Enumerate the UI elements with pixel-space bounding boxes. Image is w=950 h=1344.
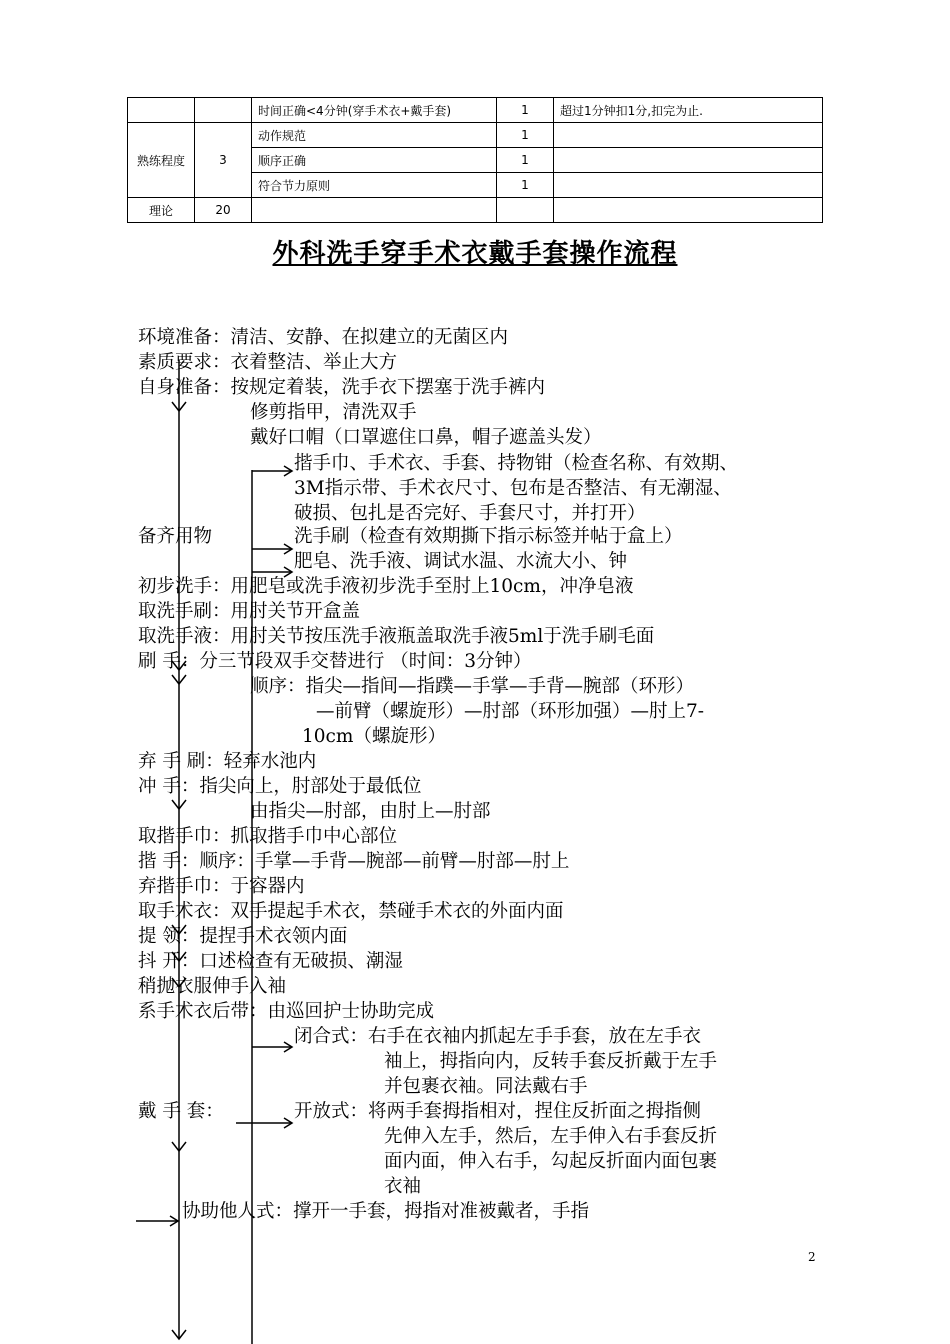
flow-step: 自身准备：按规定着装，洗手衣下摆塞于洗手裤内 — [138, 377, 546, 398]
flow-step: 备齐用物 — [138, 526, 213, 547]
table-cell: 1 — [497, 98, 554, 123]
page-title: 外科洗手穿手术衣戴手套操作流程 — [272, 239, 678, 269]
flow-step: 闭合式：右手在衣袖内抓起左手手套，放在左手衣 — [294, 1026, 702, 1047]
flow-step: 面内面，伸入右手，勾起反折面内面包裹 — [384, 1151, 718, 1172]
table-cell: 熟练程度 — [128, 123, 195, 198]
flow-step: 取手术衣：双手提起手术衣，禁碰手术衣的外面内面 — [138, 901, 564, 922]
flow-step: 取洗手刷：用肘关节开盒盖 — [138, 601, 361, 622]
flow-step: 抖 开：口述检查有无破损、潮湿 — [138, 951, 403, 972]
page-number: 2 — [808, 1250, 816, 1264]
flow-step: —前臂（螺旋形）—肘部（环形加强）—肘上7- — [316, 701, 705, 722]
flow-step: 揩 手：顺序：手掌—手背—腕部—前臂—肘部—肘上 — [138, 851, 570, 872]
flow-step: 取揩手巾：抓取揩手巾中心部位 — [138, 826, 398, 847]
flow-step: 修剪指甲，清洗双手 — [250, 402, 417, 423]
flow-step: 洗手刷（检查有效期撕下指示标签并帖于盒上） — [294, 526, 683, 547]
table-cell: 1 — [497, 123, 554, 148]
table-cell: 1 — [497, 148, 554, 173]
flow-step: 协助他人式：撑开一手套，拇指对准被戴者，手指 — [182, 1201, 590, 1222]
table-cell: 1 — [497, 173, 554, 198]
table-cell: 符合节力原则 — [252, 173, 497, 198]
flow-step: 取洗手液：用肘关节按压洗手液瓶盖取洗手液5ml于洗手刷毛面 — [138, 626, 655, 647]
flow-step: 系手术衣后带：由巡回护士协助完成 — [138, 1001, 435, 1022]
flow-step: 刷 手：分三节段双手交替进行 （时间：3分钟） — [138, 651, 532, 672]
table-cell: 超过1分钟扣1分,扣完为止. — [554, 98, 823, 123]
flow-step: 破损、包扎是否完好、手套尺寸，并打开） — [294, 503, 646, 524]
flow-step: 戴好口帽（口罩遮住口鼻，帽子遮盖头发） — [250, 427, 602, 448]
flow-step: 并包裹衣袖。同法戴右手 — [384, 1076, 588, 1097]
flow-step: 肥皂、洗手液、调试水温、水流大小、钟 — [294, 551, 628, 572]
flow-step: 环境准备：清洁、安静、在拟建立的无菌区内 — [138, 327, 509, 348]
flow-step: 袖上，拇指向内，反转手套反折戴于左手 — [384, 1051, 718, 1072]
flow-step: 初步洗手：用肥皂或洗手液初步洗手至肘上10cm，冲净皂液 — [138, 576, 634, 597]
flow-step: 素质要求：衣着整洁、举止大方 — [138, 352, 398, 373]
table-cell: 理论 — [128, 198, 195, 223]
flow-step: 10cm（螺旋形） — [302, 726, 446, 747]
flow-step: 提 领：提捏手术衣领内面 — [138, 926, 348, 947]
table-cell: 动作规范 — [252, 123, 497, 148]
flow-step: 顺序：指尖—指间—指蹼—手掌—手背—腕部（环形） — [250, 676, 695, 697]
flow-step: 稍抛衣服伸手入袖 — [138, 976, 287, 997]
flow-step: 3M指示带、手术衣尺寸、包布是否整洁、有无潮湿、 — [294, 478, 732, 499]
flow-step: 开放式：将两手套拇指相对，捏住反折面之拇指侧 — [294, 1101, 702, 1122]
table-cell: 3 — [195, 123, 252, 198]
table-cell: 顺序正确 — [252, 148, 497, 173]
table-cell: 时间正确<4分钟(穿手术衣+戴手套) — [252, 98, 497, 123]
flow-step: 弃 手 刷：轻弃水池内 — [138, 751, 317, 772]
flow-step: 戴 手 套： — [138, 1101, 224, 1122]
flow-step: 衣袖 — [384, 1176, 422, 1197]
flow-step: 先伸入左手，然后，左手伸入右手套反折 — [384, 1126, 718, 1147]
flow-step: 由指尖—肘部，由肘上—肘部 — [250, 801, 491, 822]
flow-step: 揩手巾、手术衣、手套、持物钳（检查名称、有效期、 — [294, 453, 739, 474]
flow-step: 弃揩手巾：于容器内 — [138, 876, 305, 897]
table-cell: 20 — [195, 198, 252, 223]
flow-step: 冲 手：指尖向上，肘部处于最低位 — [138, 776, 422, 797]
